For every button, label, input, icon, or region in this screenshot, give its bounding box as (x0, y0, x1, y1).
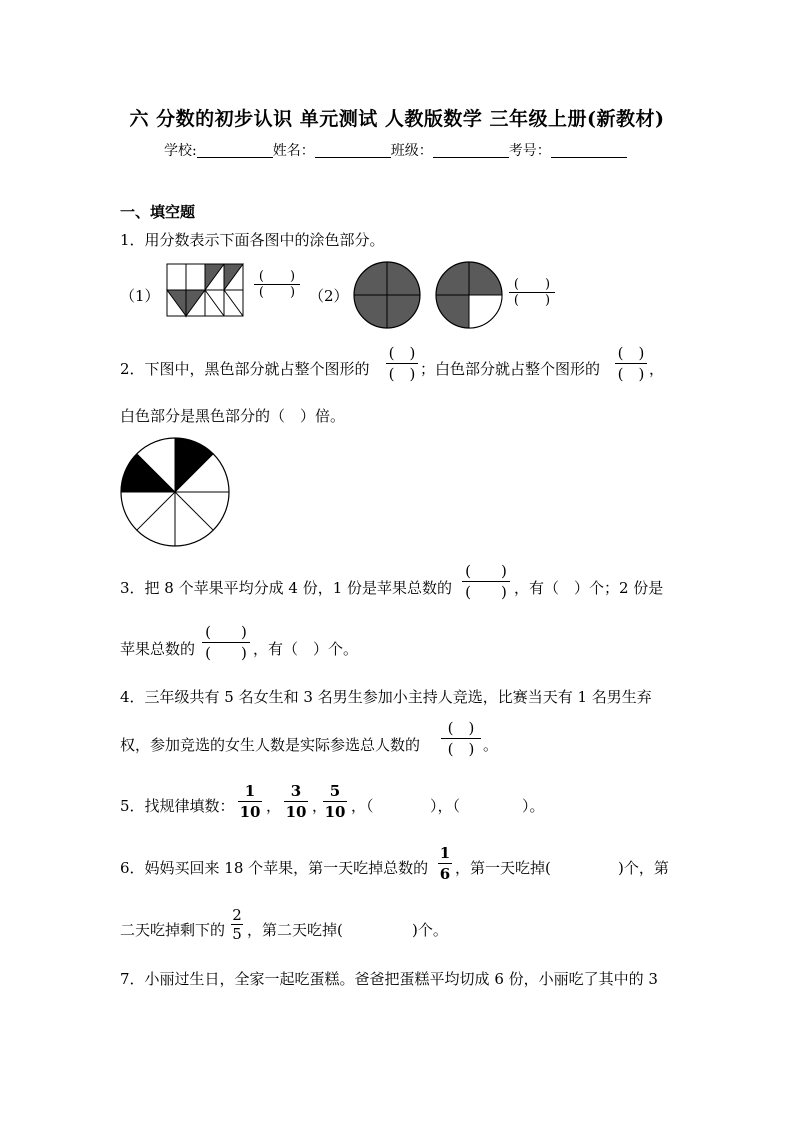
q6-line2-c: )个。 (412, 921, 448, 939)
q1-part2-label: （2） (309, 287, 349, 305)
page-title: 六 分数的初步认识 单元测试 人教版数学 三年级上册(新教材) (129, 108, 665, 130)
q5-fraction-2: 3 10 (285, 782, 307, 821)
q4-line2: 权，参加竞选的女生人数是实际参选总人数的 (120, 736, 421, 754)
q5-end: ）。 (522, 797, 545, 815)
exam-blank[interactable] (551, 143, 627, 158)
name-blank[interactable] (315, 143, 391, 158)
q2-white-fraction[interactable]: ( ) ( ) (615, 343, 647, 384)
student-info-line (164, 140, 627, 160)
q5-sep-4: ），（ (430, 797, 461, 815)
school-blank[interactable] (197, 143, 273, 158)
q6-line1-a: 6．妈妈买回来 18 个苹果，第一天吃掉总数的 (120, 859, 429, 877)
q2-circle-eighths-figure (120, 437, 230, 547)
q4-line1: 4．三年级共有 5 名女生和 3 名男生参加小主持人竞选，比赛当天有 1 名男生弃 (120, 688, 652, 706)
q6-line2-b: ，第二天吃掉( (247, 921, 343, 939)
q3-fraction-2[interactable]: ( ) ( ) (202, 622, 250, 663)
q5-sep-1: ， (266, 797, 282, 815)
school-label: 学校: (164, 143, 197, 159)
q6-answer-blank-1[interactable] (558, 857, 618, 875)
q3-line1-b: ，有（ ）个；2 份是 (514, 579, 664, 597)
q2-line1-a: 2．下图中，黑色部分就占整个图形的 (120, 360, 370, 378)
q1-answer-fraction-2[interactable]: ( ) ( ) (509, 277, 555, 308)
class-blank[interactable] (433, 143, 509, 158)
q5-label: 5．找规律填数： (120, 797, 235, 815)
q2-line1-b: ；白色部分就占整个图形的 (420, 360, 601, 378)
class-label: 班级： (390, 143, 433, 159)
q5-sep-2: ， (312, 797, 328, 815)
q3-fraction-1[interactable]: ( ) ( ) (462, 561, 510, 602)
q5-sep-3: ，（ (351, 797, 374, 815)
q3-line2-a: 苹果总数的 (120, 640, 196, 658)
q3-line1-a: 3．把 8 个苹果平均分成 4 份，1 份是苹果总数的 (120, 579, 453, 597)
q1-text: 1．用分数表示下面各图中的涂色部分。 (120, 231, 385, 249)
section-heading: 一、填空题 (120, 203, 196, 221)
q6-answer-blank-2[interactable] (352, 919, 412, 937)
q2-line1-c: ， (649, 360, 665, 378)
q1-answer-fraction-1[interactable]: ( ) ( ) (254, 269, 300, 300)
q6-line1-c: )个，第 (618, 859, 669, 877)
name-label: 姓名： (272, 143, 315, 159)
q5-fraction-3: 5 10 (324, 782, 346, 821)
q4-fraction[interactable]: ( ) ( ) (441, 718, 481, 759)
q6-fraction-2: 2 5 (232, 906, 242, 943)
q6-fraction-1: 1 6 (439, 844, 451, 883)
q5-answer-blank-2[interactable] (466, 795, 522, 813)
q7-line1: 7．小丽过生日，全家一起吃蛋糕。爸爸把蛋糕平均切成 6 份，小丽吃了其中的 3 (120, 970, 658, 988)
exam-label: 考号： (508, 143, 551, 159)
q5-fraction-1: 1 10 (239, 782, 261, 821)
q5-answer-blank-1[interactable] (378, 795, 430, 813)
q1-full-circle-figure (352, 260, 422, 330)
q4-end: 。 (483, 736, 499, 754)
q1-part1-label: （1） (120, 287, 160, 305)
q1-three-quarter-circle-figure (434, 260, 504, 330)
q2-line2: 白色部分是黑色部分的（ ）倍。 (120, 407, 346, 425)
q3-line2-b: ，有（ ）个。 (253, 640, 359, 658)
q6-line2-a: 二天吃掉剩下的 (120, 921, 226, 939)
q6-line1-b: ，第一天吃掉( (455, 859, 551, 877)
q1-grid-figure (167, 264, 243, 316)
q2-black-fraction[interactable]: ( ) ( ) (386, 343, 418, 384)
